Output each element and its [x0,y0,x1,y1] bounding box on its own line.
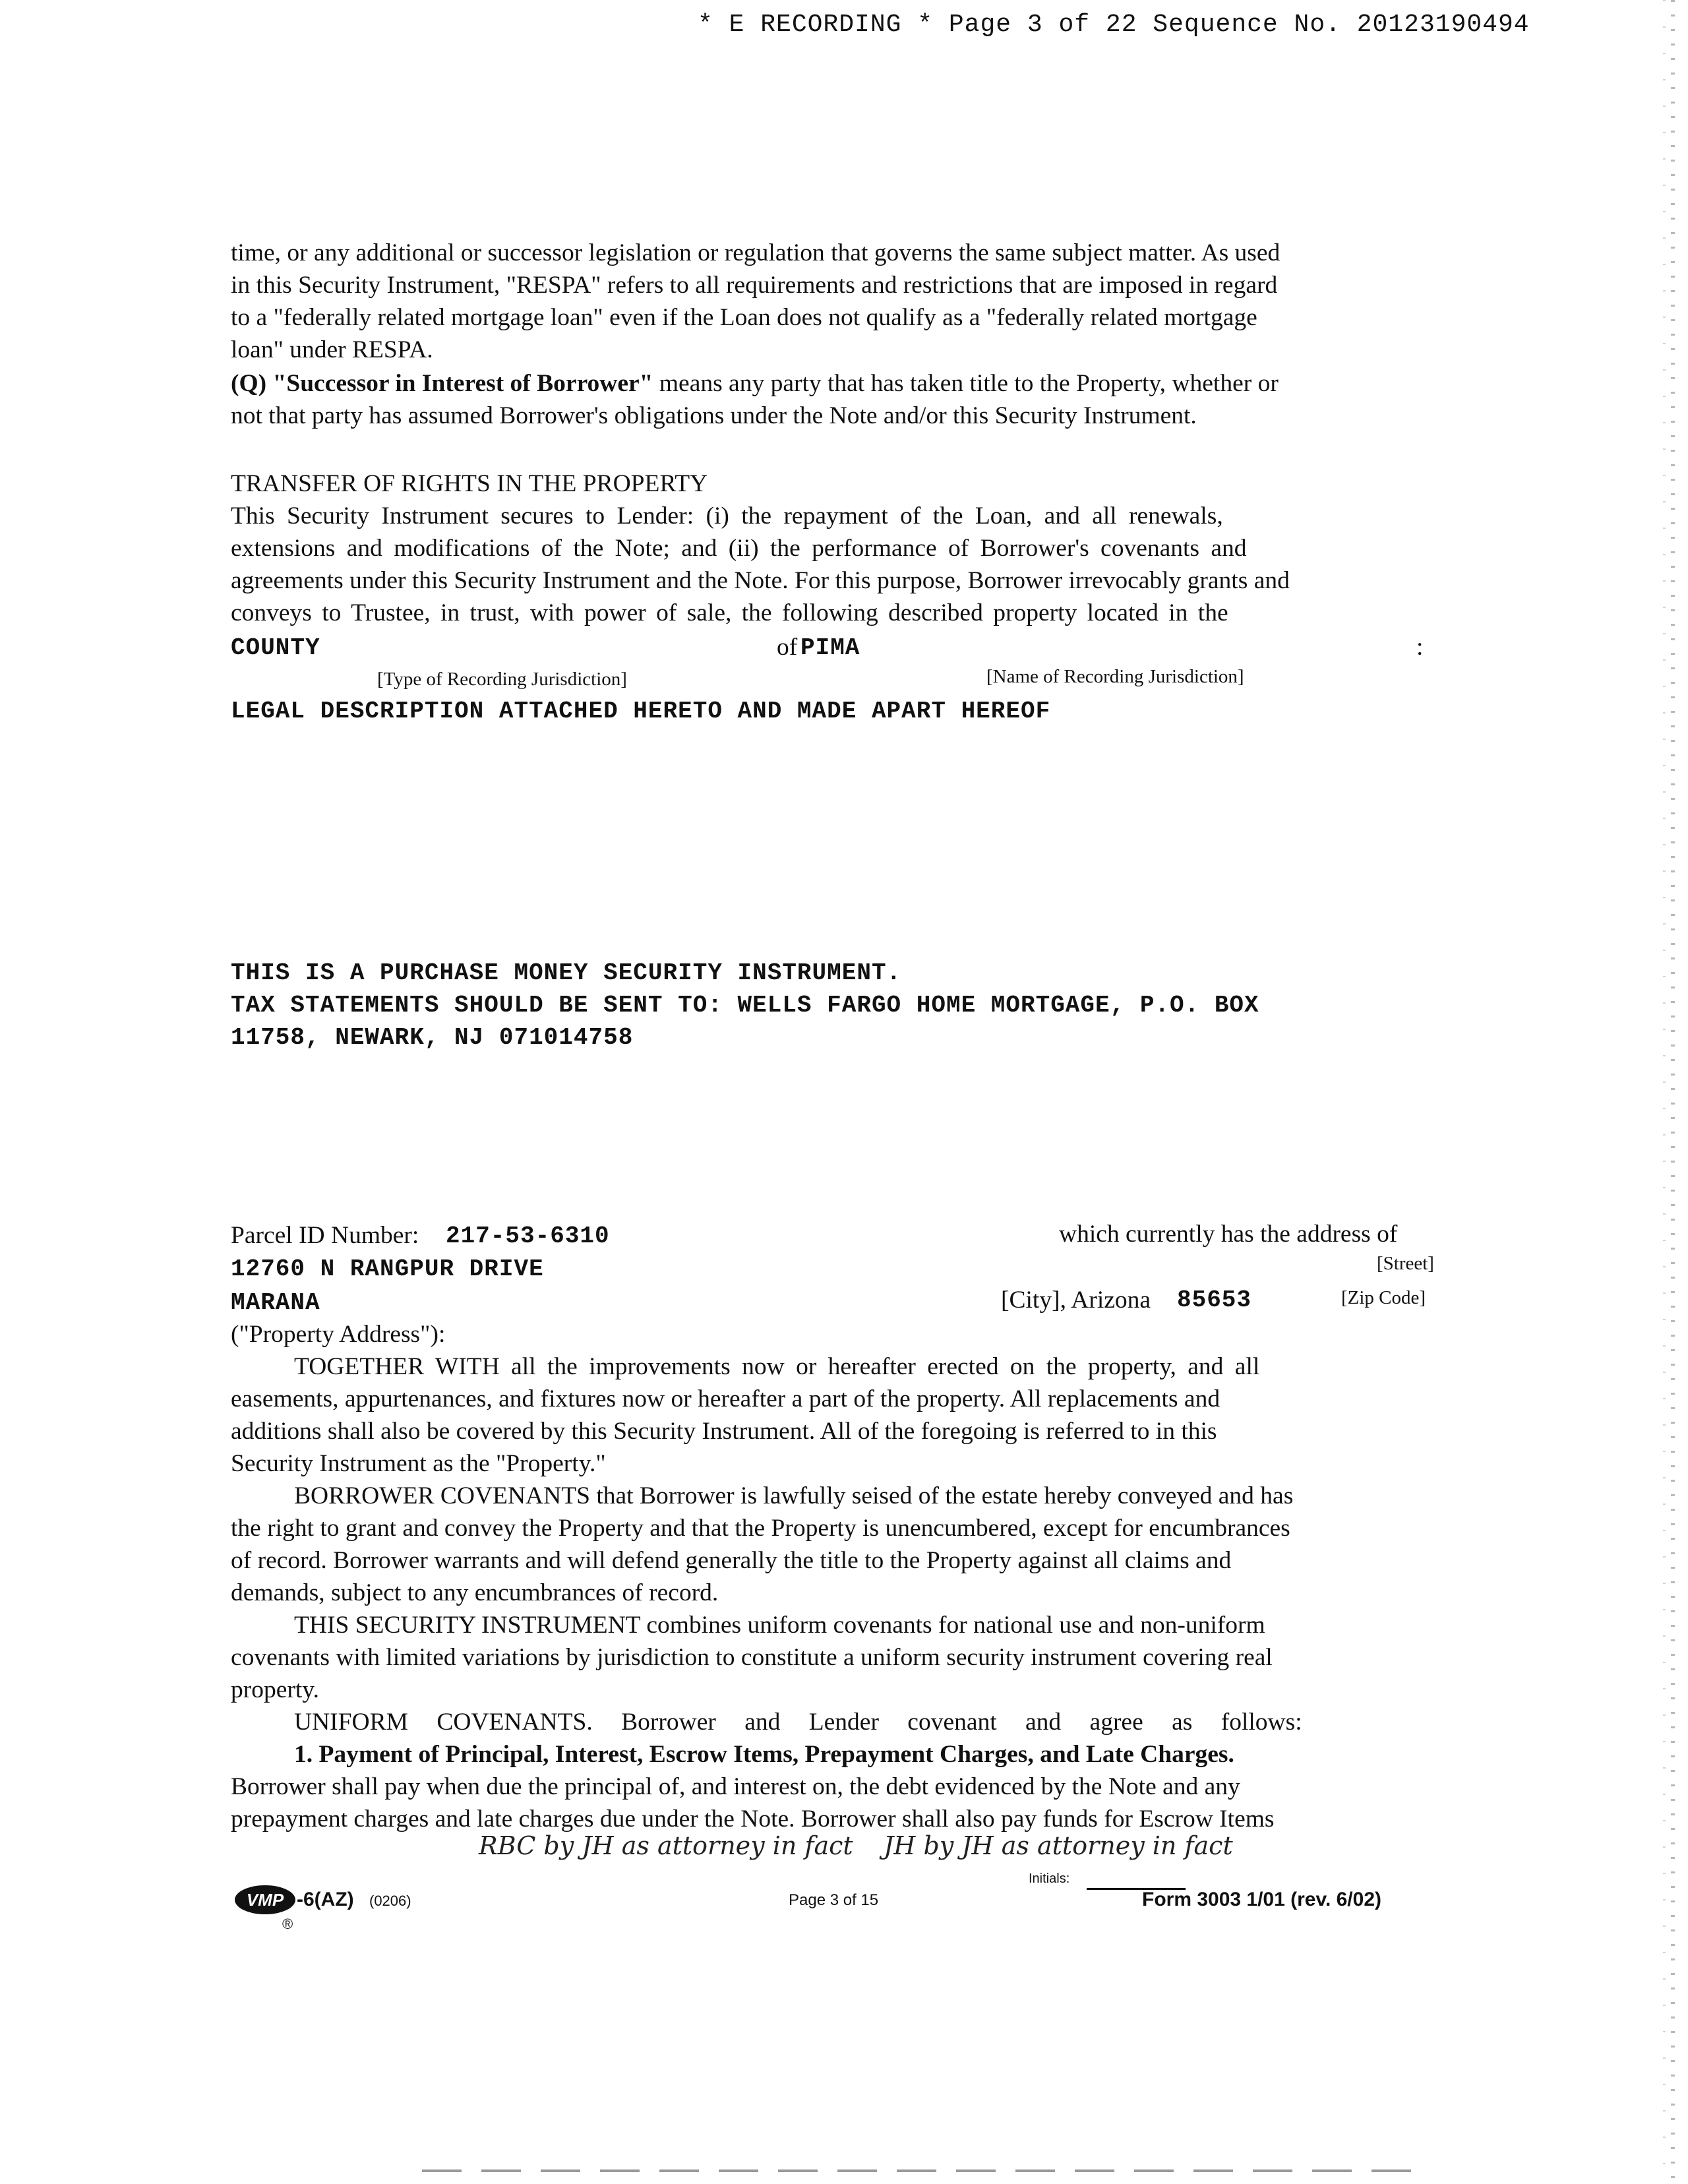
jurisdiction-type: COUNTY [231,634,320,661]
transfer-heading: TRANSFER OF RIGHTS IN THE PROPERTY [231,470,708,497]
text-line: agreements under this Security Instrument and the Note. For this purpose, Borrower irrevocably grants and [231,567,1290,594]
text-line: property. [231,1676,319,1703]
parcel-label: Parcel ID Number: [231,1222,419,1249]
text-line: the right to grant and convey the Property and that the Property is unencumbered, except for encumbrances [231,1515,1290,1542]
text-line: THIS SECURITY INSTRUMENT combines uniform covenants for national use and non-uniform [294,1612,1265,1639]
colon: : [1416,634,1424,661]
zip-caption: [Zip Code] [1341,1287,1426,1308]
address-of-label: which currently has the address of [1059,1221,1398,1248]
scan-bottom-artifact [422,2169,1411,2172]
text-line: time, or any additional or successor legislation or regulation that governs the same subject matter. As used [231,239,1281,266]
text-line: loan" under RESPA. [231,336,433,363]
form-number: Form 3003 1/01 (rev. 6/02) [1142,1889,1381,1910]
form-code: -6(AZ) [297,1889,354,1910]
zip: 85653 [1177,1287,1252,1314]
street-caption: [Street] [1377,1253,1434,1274]
scan-edge-artifact [1663,0,1666,2184]
uniform-covenants-line: UNIFORM COVENANTS. Borrower and Lender covenant and agree as follows: [294,1709,1302,1736]
city: MARANA [231,1289,320,1316]
text-line: to a "federally related mortgage loan" even if the Loan does not qualify as a "federally related mortgage [231,304,1257,331]
text-line: prepayment charges and late charges due under the Note. Borrower shall also pay funds for Escrow Items [231,1805,1275,1833]
jurisdiction-name: PIMA [800,634,860,661]
vmp-logo: VMP [235,1885,295,1914]
scan-edge-artifact [1671,0,1675,2184]
text-line: of record. Borrower warrants and will defend generally the title to the Property against all claims and [231,1547,1232,1574]
of-label: of [777,634,798,661]
name-caption: [Name of Recording Jurisdiction] [986,666,1244,687]
text-line: extensions and modifications of the Note; and (ii) the performance of Borrower's covenants and [231,535,1247,562]
legal-description: LEGAL DESCRIPTION ATTACHED HERETO AND MADE APART HEREOF [231,698,1051,725]
city-state [1001,1286,1151,1314]
text-line: easements, appurtenances, and fixtures now or hereafter a part of the property. All replacements and [231,1385,1221,1412]
text-line: additions shall also be covered by this Security Instrument. All of the foregoing is referred to in this [231,1418,1217,1445]
tax-statements-line: TAX STATEMENTS SHOULD BE SENT TO: WELLS FARGO HOME MORTGAGE, P.O. BOX [231,992,1259,1019]
text-line: covenants with limited variations by jurisdiction to constitute a uniform security instrument covering real [231,1644,1273,1671]
tax-address-line: 11758, NEWARK, NJ 071014758 [231,1024,634,1051]
registered-mark-icon: ® [282,1916,293,1932]
text-line: conveys to Trustee, in trust, with power of sale, the following described property located in the [231,599,1228,626]
state-label: , Arizona [1060,1287,1151,1314]
item1-title: 1. Payment of Principal, Interest, Escrow Items, Prepayment Charges, and Late Charges. [294,1741,1234,1768]
street: 12760 N RANGPUR DRIVE [231,1256,544,1283]
text-line: Borrower shall pay when due the principal of, and interest on, the debt evidenced by the Note and any [231,1773,1240,1800]
initials-label: Initials: [1029,1871,1070,1886]
handwritten-signature: JH by JH as attorney in fact [884,1831,1233,1860]
text-line: This Security Instrument secures to Lender: (i) the repayment of the Loan, and all renewals, [231,502,1223,530]
text-line: Security Instrument as the "Property." [231,1450,606,1477]
recording-header: * E RECORDING * Page 3 of 22 Sequence No. 20123190494 [698,11,1530,39]
parcel-id: 217-53-6310 [446,1223,610,1250]
definition-q-line1 [231,369,1279,398]
text-line: demands, subject to any encumbrances of record. [231,1579,719,1606]
definition-q-line2: not that party has assumed Borrower's obligations under the Note and/or this Security Instrument. [231,402,1197,429]
text-line: in this Security Instrument, "RESPA" refers to all requirements and restrictions that are imposed in regard [231,272,1278,299]
footer-page-label: Page 3 of 15 [789,1891,879,1909]
text-line: TOGETHER WITH all the improvements now or hereafter erected on the property, and all [294,1353,1260,1380]
city-caption: [City] [1001,1287,1060,1314]
definition-q-label: (Q) "Successor in Interest of Borrower" [231,370,653,397]
form-version: (0206) [369,1893,411,1909]
definition-q-text: means any party that has taken title to the Property, whether or [653,370,1279,397]
type-caption: [Type of Recording Jurisdiction] [377,669,627,690]
purchase-money-line: THIS IS A PURCHASE MONEY SECURITY INSTRUMENT. [231,959,902,986]
property-address-label: ("Property Address"): [231,1321,446,1348]
handwritten-signature: RBC by JH as attorney in fact [479,1831,853,1860]
text-line: BORROWER COVENANTS that Borrower is lawfully seised of the estate hereby conveyed and has [294,1482,1294,1509]
